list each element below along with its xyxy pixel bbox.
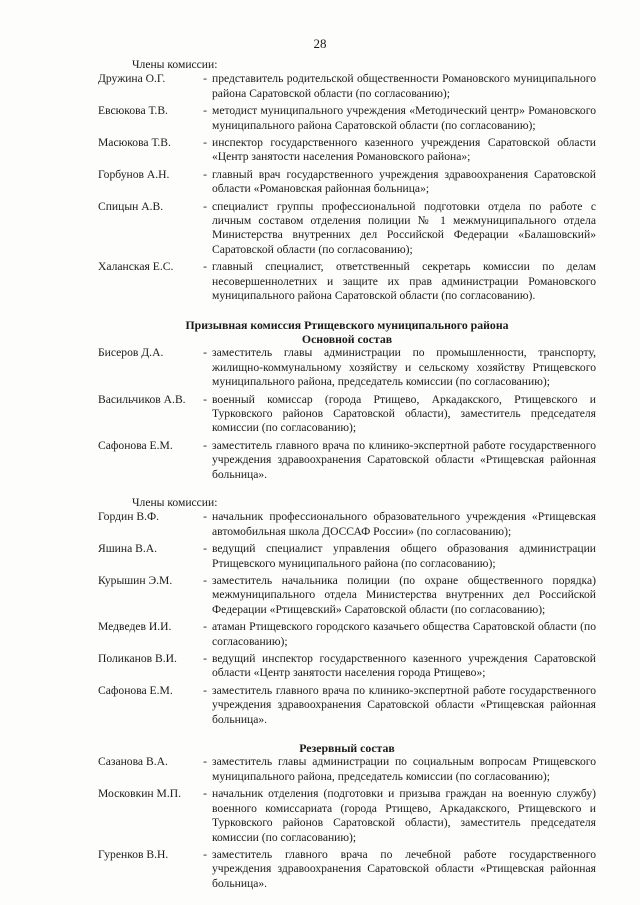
member-name: Дружина О.Г.: [98, 72, 166, 86]
commission-title: Призывная комиссия Ртищевского муниципального района: [185, 317, 509, 332]
dash: -: [203, 260, 207, 274]
main-composition-list: [98, 346, 596, 482]
member-description: ведущий инспектор государственного казенного учреждения Саратовской области «Центр занятости населения города Ртищево»;: [212, 652, 596, 680]
dash: -: [203, 392, 207, 406]
member-name: Сафонова Е.М.: [98, 438, 173, 452]
members-label: Члены комиссии:: [132, 58, 218, 71]
member-name: Бисеров Д.А.: [98, 346, 164, 360]
member-list: [98, 72, 596, 303]
list-item: [98, 260, 596, 303]
member-description: специалист группы профессиональной подготовки отдела по работе с личным составом отделения полиции № 1 межмуниципального отдела Министерства внутренних дел Российской Федерации «Балашовский» Саратовской области (по согласованию);: [212, 199, 596, 256]
list-item: [98, 346, 596, 389]
member-list: [98, 510, 596, 727]
member-description: заместитель главного врача по клинико-экспертной работе государственного учреждения здравоохранения Саратовской области «Ртищевская районная больница».: [212, 683, 596, 726]
member-name: Курышин Э.М.: [98, 574, 173, 587]
member-description: заместитель главы администрации по промышленности, транспорту, жилищно-коммунальному хозяйству и сельскому хозяйству Ртищевского муниципального района, председатель комиссии (по согласованию);: [212, 346, 596, 389]
dash: -: [203, 683, 207, 697]
member-name: Сафонова Е.М.: [98, 683, 173, 697]
list-item: [98, 136, 596, 165]
list-item: [98, 104, 596, 133]
dash: -: [203, 755, 207, 769]
list-item: [98, 200, 596, 258]
list-item: [98, 168, 596, 197]
dash: -: [203, 136, 207, 150]
member-description: инспектор государственного казенного учреждения Саратовской области «Центр занятости населения Романовского района»;: [212, 136, 596, 164]
members-label: Члены комиссии:: [132, 495, 218, 509]
dash: -: [203, 574, 207, 587]
member-description: заместитель начальника полиции (по охране общественного порядка) межмуниципального отдела Министерства внутренних дел Российской Федерации «Ртищевский» Саратовской области (по согласованию);: [212, 574, 596, 616]
member-description: заместитель главного врача по клинико-экспертной работе государственного учреждения здравоохранения Саратовской области «Ртищевская районная больница».: [212, 438, 596, 481]
member-description: атаман Ртищевского городского казачьего общества Саратовской области (по согласованию);: [212, 620, 596, 648]
member-name: Евсюкова Т.В.: [98, 104, 168, 118]
list-item: [98, 684, 596, 727]
member-description: военный комиссар (города Ртищево, Аркадакского, Ртищевского и Турковского районов Саратовской области), заместитель председателя комиссии (по согласованию);: [212, 392, 596, 435]
dash: -: [203, 72, 207, 86]
dash: -: [203, 620, 207, 634]
member-name: Гуренков В.Н.: [98, 847, 169, 861]
member-description: методист муниципального учреждения «Методический центр» Романовского муниципального района Саратовской области (по согласованию);: [212, 104, 596, 132]
list-item: [98, 72, 596, 101]
member-name: Московкин М.П.: [98, 787, 181, 801]
member-name: Поликанов В.И.: [98, 652, 177, 666]
reserve-composition-list: [98, 755, 596, 891]
dash: -: [203, 787, 207, 801]
member-name: Халанская Е.С.: [98, 260, 174, 274]
dash: -: [203, 199, 207, 213]
member-name: Гордин В.Ф.: [98, 510, 160, 524]
list-item: [98, 393, 596, 436]
list-item: [98, 439, 596, 482]
dash: -: [203, 652, 207, 666]
list-item: [98, 755, 596, 784]
dash: -: [203, 104, 207, 118]
member-name: Медведев И.И.: [98, 620, 172, 634]
document-body: [98, 58, 596, 894]
list-item: [98, 787, 596, 845]
dash: -: [203, 542, 207, 556]
member-description: главный специалист, ответственный секретарь комиссии по делам несовершеннолетних и защите их прав администрации Романовского муниципального района Саратовской области (по согласованию).: [212, 260, 596, 303]
member-description: заместитель главы администрации по социальным вопросам Ртищевского муниципального района, председатель комиссии (по согласованию);: [212, 755, 596, 783]
main-composition-heading: Основной состав: [301, 331, 393, 346]
dash: -: [203, 167, 207, 181]
list-item: [98, 652, 596, 681]
page-number: 28: [313, 36, 327, 51]
list-item: [98, 574, 596, 617]
member-description: главный врач государственного учреждения здравоохранения Саратовской области «Романовская районная больница»;: [212, 167, 596, 196]
list-item: [98, 848, 596, 891]
member-description: заместитель главного врача по лечебной работе государственного учреждения здравоохранения Саратовской области «Ртищевская районная больница».: [212, 847, 596, 890]
member-name: Сазанова В.А.: [98, 755, 168, 769]
dash: -: [203, 510, 207, 524]
list-item: [98, 510, 596, 539]
member-name: Яшина В.А.: [98, 542, 158, 556]
member-description: начальник отделения (подготовки и призыва граждан на военную службу) военного комиссариата (города Ртищево, Аркадакского, Ртищевского и Турковского районов Саратовской области), заместитель председателя комиссии (по согласованию);: [212, 787, 596, 844]
member-description: ведущий специалист управления общего образования администрации Ртищевского муниципального района (по согласованию);: [212, 542, 596, 570]
dash: -: [203, 346, 207, 360]
list-item: [98, 542, 596, 571]
member-description: представитель родительской общественности Романовского муниципального района Саратовской области (по согласованию);: [212, 72, 596, 100]
member-name: Васильчиков А.В.: [98, 392, 186, 406]
member-name: Горбунов А.Н.: [98, 167, 170, 181]
member-name: Спицын А.В.: [98, 199, 164, 213]
dash: -: [203, 438, 207, 452]
member-name: Масюкова Т.В.: [98, 136, 171, 150]
reserve-composition-heading: Резервный состав: [299, 741, 395, 756]
member-description: начальник профессионального образовательного учреждения «Ртищевская автомобильная школа ДОССАФ России» (по согласованию);: [212, 510, 596, 538]
dash: -: [203, 847, 207, 861]
list-item: [98, 620, 596, 649]
